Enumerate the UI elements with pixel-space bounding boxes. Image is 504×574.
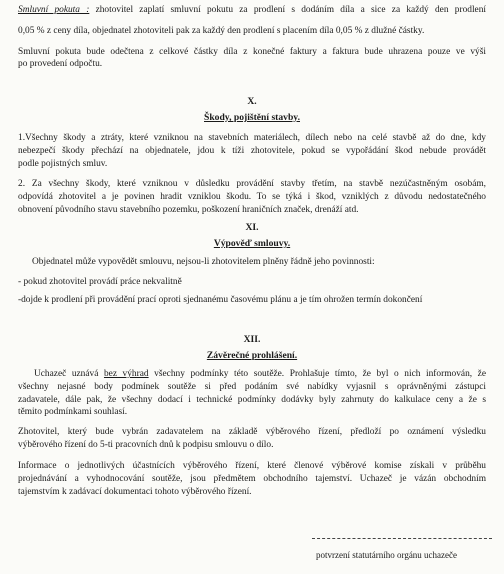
section-10-number: X. (247, 96, 257, 107)
s10-p2-line-2: odpovídá zhotovitel a je povinen hradit vzniklou škodu. To se týká i škod, vzniklých z důvodu nedostatečného (18, 191, 486, 202)
section-10-paragraph-2 (18, 178, 486, 216)
penalty-line-2: 0,05 % z ceny díla, objednatel zhotoviteli pak za každý den prodlení s placením díla 0,05 % z dlužné částky. (18, 25, 425, 36)
section-12-title: Závěrečné prohlášení. (206, 350, 298, 361)
section-10-title: Škody, pojištění stavby. (204, 112, 300, 123)
s12-p1-line-3: zadavatele, dále pak, že všechny dodací i technické podmínky dodávky byly zahrnuty do kalkulace ceny a že s (18, 394, 486, 405)
s10-p1-line-1: 1.Všechny škody a ztráty, které vzniknou na stavebních materiálech, dílech nebo na celé stavbě až do dne, kdy (18, 133, 486, 143)
s12-p1-start: Uchazeč uznává (34, 369, 104, 379)
s10-p2-line-1: 2. Za všechny škody, které vzniknou v důsledku provádění stavby třetím, na stavbě nezúčastněným osobám, (18, 179, 486, 189)
s11-intro-line: Objednatel může vypovědět smlouvu, nejsou-li zhotovitelem plněny řádně jeho povinnosti: (32, 257, 375, 267)
s12-p2-line-2: výběrového řízení do 5-ti pracovních dnů k podpisu smlouvu o dílo. (18, 439, 274, 450)
penalty-line-3: Smluvní pokuta bude odečtena z celkové částky díla z konečné faktury a faktura bude uhrazena pouze ve výši (18, 46, 486, 57)
s10-p2-line-3: obnovení původního stavu stavebního pozemku, poškození hraničních značek, drenáží atd. (18, 204, 359, 215)
section-12-paragraph-2 (18, 426, 486, 452)
penalty-line-1-text: zhotovitel zaplatí smluvní pokutu za prodlení s dodáním díla a sice za každý den prodlení (89, 5, 486, 15)
signature-label: potvrzení statutárního orgánu uchazeče (316, 550, 458, 560)
s12-p2-line-1: Zhotovitel, který bude vybrán zadavatelem na základě výběrového řízení, předloží po oznámení výsledku (18, 427, 486, 437)
s12-p3-line-2: projednávání a vyhodnocování soutěže, jsou předmětem obchodního tajemství. Uchazeč je vázán obchodním (18, 473, 486, 484)
penalty-line-1 (18, 4, 486, 17)
section-11-item-1 (18, 276, 486, 289)
section-11-title: Výpověď smlouvy. (213, 238, 291, 249)
s10-p1-line-2: nebezpečí škody přechází na objednatele, jdou k tíži zhotovitele, pokud se vypořádání škod nebude provádět (18, 145, 486, 156)
s12-p3-line-1: Informace o jednotlivých účastnících výběrového řízení, které členové výběrové komise získali v průběhu (18, 461, 486, 471)
s11-item-2-text: -dojde k prodlení při provádění prací oproti sjednanému časovému plánu a je tím ohrožen termín dokončení (18, 295, 423, 305)
penalty-label: Smluvní pokuta : (18, 5, 90, 15)
section-12-paragraph-1 (18, 368, 486, 419)
s11-item-1-text: - pokud zhotovitel provádí práce nekvalitně (18, 277, 182, 287)
s12-p1-emphasis: bez výhrad (103, 369, 149, 379)
penalty-paragraph (18, 4, 486, 71)
s12-p1-line-2: všechny nejasné body podmínek soutěže si před podáním své nabídky vyjasnil s oprávněnými zástupci (18, 381, 486, 392)
s10-p1-line-3: podle pojistných smluv. (18, 158, 108, 169)
s12-p1-line-4: těmito podmínkami souhlasí. (18, 407, 128, 418)
section-11-item-2 (18, 294, 486, 307)
section-11-intro (32, 256, 486, 269)
section-12-number: XII. (243, 334, 261, 345)
section-12-paragraph-3 (18, 460, 486, 498)
section-10-paragraph-1 (18, 132, 486, 170)
section-11-number: XI. (245, 222, 259, 233)
s12-p1-rest: všechny podmínky této soutěže. Prohlašuje tímto, že byl o nich informován, že (148, 369, 487, 379)
penalty-line-4: po provedení odpočtu. (18, 59, 103, 70)
signature-line (312, 538, 492, 539)
s12-p1-line-1 (18, 368, 486, 381)
s12-p3-line-3: tajemstvím k zadávací dokumentaci tohoto výběrového řízení. (18, 486, 252, 497)
